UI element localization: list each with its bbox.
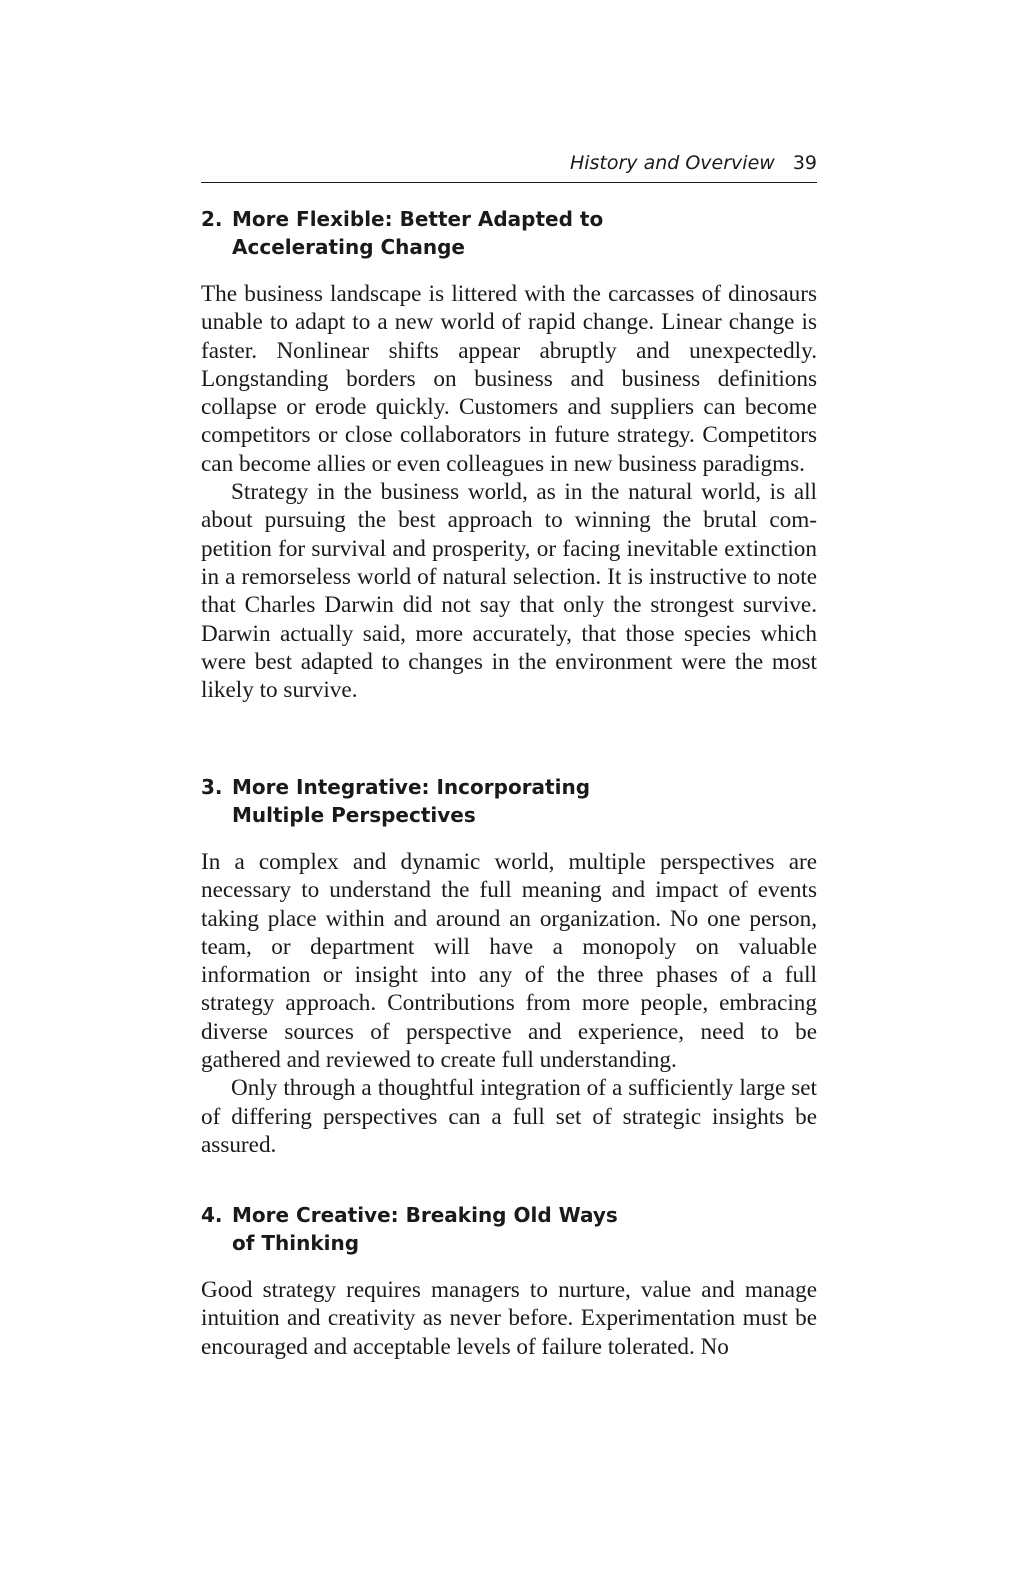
paragraph: Good strategy requires managers to nurture, value and manage intuition and creativity as never before. Experimentation must be encouraged and acceptable levels of failure tolerated. No [201, 1277, 817, 1360]
section-heading [201, 205, 817, 261]
section-number: 3. [201, 775, 223, 799]
running-head-title: History and Overview [569, 152, 775, 174]
page-number: 39 [792, 152, 817, 174]
section-more-integrative [201, 773, 817, 1159]
section-number: 2. [201, 207, 223, 231]
section-heading [201, 773, 817, 829]
paragraph: Only through a thoughtful integration of a sufficiently large set of differing perspectives can a full set of strategic insights be assured. [201, 1075, 817, 1158]
section-number: 4. [201, 1203, 223, 1227]
section-title: More Integrative: Incorporating Multiple Perspectives [232, 775, 591, 827]
paragraph: In a complex and dynamic world, multiple perspectives are necessary to understand the full meaning and impact of events taking place within and around an organization. No one person, team, or department will have a monopoly on valuable information or insight into any of the three phases of a full strategy approach. Contributions from more people, embracing diverse sources of perspective and experience, need to be gathered and reviewed to create full understanding. [201, 849, 817, 1074]
section-title: More Creative: Breaking Old Ways of Thinking [232, 1203, 618, 1255]
section-more-flexible [201, 205, 817, 704]
paragraph: The business landscape is littered with the carcasses of dinosaurs unable to adapt to a new world of rapid change. Linear change is faster. Nonlinear shifts appear abruptly and unexpectedly. Longstanding borders on business and business definitions collapse or erode quickly. Customers and suppliers can become competitors or close collaborators in future strategy. Competitors can become allies or even colleagues in new business paradigms. [201, 281, 817, 477]
section-heading [201, 1201, 817, 1257]
section-more-creative [201, 1201, 817, 1361]
paragraph: Strategy in the business world, as in the natural world, is all about pursuing the best approach to winning the brutal competition for survival and prosperity, or facing inevitable extinction in a remorseless world of natural selection. It is instructive to note that Charles Darwin did not say that only the strongest survive. Darwin actually said, more accurately, that those species which were best adapted to changes in the environment were the most likely to survive. [201, 479, 817, 704]
section-title: More Flexible: Better Adapted to Accelerating Change [232, 207, 604, 259]
running-head [201, 150, 817, 183]
